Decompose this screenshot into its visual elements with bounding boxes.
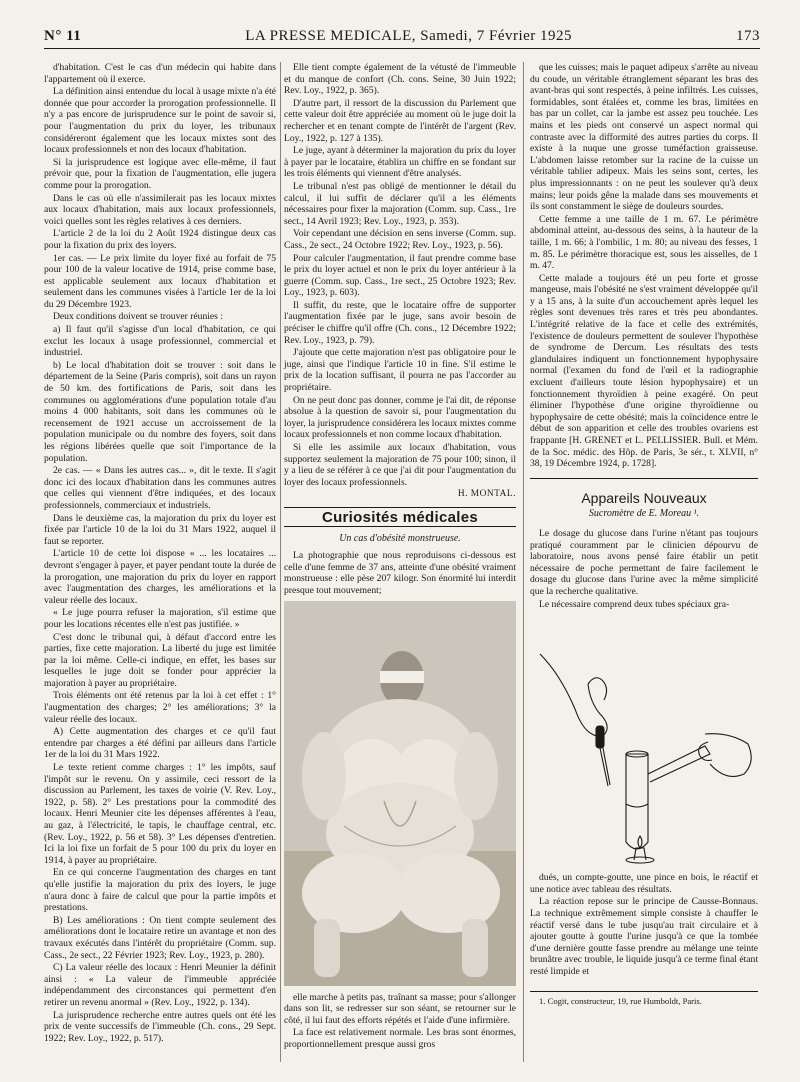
issue-number: N° 11 [44,27,82,44]
paragraph: C'est donc le tribunal qui, à défaut d'accord entre les parties, fixe cette majoration. La liberté du juge est limitée par la loi même. Celle-ci indique, en effet, les bases sur lesquelles le juge doit se fonder pour apprécier la majoration à payer au propriétaire. [44,631,276,689]
page-header [44,24,760,49]
apparatus-drawing [530,614,758,864]
paragraph: Le texte retient comme charges : 1° les impôts, sauf l'impôt sur le revenu. On y assimile, ceci ressort de la discussion au Parlement, les taxes de voirie (V. Rev. Loy., 1922, p. 58). 2° Les prestations pour la commodité des locaux. Henri Meunier cite les dépenses afférentes à l'eau, au gaz, à l'électricité, le tapis, le chauffage central, etc. (Rev. Loy., 1922, p. 56 et 58). 3° Les dépenses d'entretien. Ici la loi fixe un forfait de 5 pour 100 du prix du loyer en 1914, à payer au propriétaire. [44,762,276,866]
paragraph: Cette malade a toujours été un peu forte et grosse mangeuse, mais l'obésité ne s'est vraiment développée qu'il y a 15 ans, à la suite d'un accouchement après lequel les règles sont devenues très rares et très peu abondantes. L'intégrité relative de la face et celle des extrémités, l'existence de douleurs permettent de soulever l'hypothèse de syndrome de Dercum. Les résultats des tests glandulaires indiquent un fonctionnement hypophysaire normal (l'examen du fond de l'œil et la radiographie excluent d'ailleurs toute lésion hypophysaire) et un fonctionnement thyroïdien à peine exagéré. On peut éliminer l'hypothèse d'une origine thyroïdienne ou hypophysaire de cette obésité; mais la coïncidence entre le début de son apparition et celle des troubles ovariens est frappante [H. GRENET et L. PELLISSIER. Bull. et Mém. de la Soc. médic. des Hôp. de Paris, 3e sér., t. XLVII, n° 38, 19 Décembre 1924, p. 1728]. [530,272,758,470]
paragraph: A) Cette augmentation des charges et ce qu'il faut entendre par charges a été défini par ailleurs dans l'article 1er de la loi du 31 Mars 1922. [44,726,276,761]
paragraph: La définition ainsi entendue du local à usage mixte n'a été donnée que pour accorder la prorogation professionnelle. Il n'y a pas encore de jurisprudence sur le point de savoir si, pour l'augmentation du prix du loyer, les tribunaux considéreront également que les locaux mixtes sont des locaux professionnels et non des locaux d'habitation. [44,86,276,156]
photo-illustration [284,601,516,986]
paragraph: La face est relativement normale. Les bras sont énormes, proportionnellement presque aussi gros [284,1027,516,1050]
paragraph: b) Le local d'habitation doit se trouver : soit dans le département de la Seine (Paris compris), soit dans un rayon de 50 km. des fortifications de Paris, soit dans les communes ou agglomérations d'une population totale d'au moins 4 000 habitants, soit dans les communes où le recensement de 1921 accuse un accroissement de la population municipale ou du nombre des foyers, soit dans les régions libérées quelle que soit l'importance de la population. [44,359,276,464]
section-title-appareils: Appareils Nouveaux [530,478,758,505]
page-number: 173 [736,27,760,44]
paragraph: D'autre part, il ressort de la discussion du Parlement que cette valeur doit être appréciée au moment où le juge doit la rechercher et en tenant compte de l'intérêt de l'argent (Rev. Loy., 1922, p. 127 à 135). [284,97,516,144]
paragraph: Cette femme a une taille de 1 m. 67. Le périmètre abdominal atteint, au-dessous des seins, à la hauteur de la taille, 1 m. 66; à l'ombilic, 1 m. 80; au niveau des fesses, 1 m. 85. Le périmètre thoracique est, sous les aisselles, de 1 m. 47. [530,213,758,272]
paragraph: Elle tient compte également de la vétusté de l'immeuble et du manque de confort (Ch. cons. Seine, 30 Juin 1922; Rev. Loy., 1922, p. 365). [284,62,516,97]
paragraph: B) Les améliorations : On tient compte seulement des améliorations dont le locataire retire un avantage et non des travaux exécutés dans l'intérêt du propriétaire (Comm. sup. Cass., 2e sect., 22 Février 1923; Rev. Loy., 1923, p. 280). [44,914,276,961]
paragraph: 2e cas. — « Dans les autres cas... », dit le texte. Il s'agit donc ici des locaux d'habitation dans les communes autres que celles qui viennent d'être indiquées, et des locaux professionnels, commerciaux et industriels. [44,465,276,511]
paragraph: Pour calculer l'augmentation, il faut prendre comme base le prix du loyer actuel et non le prix du loyer antérieur à la guerre (Comm. sup. Cass., 1re sect., 25 Octobre 1923; Rev. Loy., 1923, p. 603). [284,252,516,299]
paragraph: En ce qui concerne l'augmentation des charges en tant qu'elle justifie la majoration du prix des loyers, le juge n'aura donc à faire de calcul que pour la partie impôts et prestations. [44,867,276,914]
paragraph: La photographie que nous reproduisons ci-dessous est celle d'une femme de 37 ans, atteinte d'une obésité vraiment monstrueuse : elle pèse 207 kilogr. Son énormité lui interdit presque tout mouvement; [284,550,516,596]
paragraph: d'habitation. C'est le cas d'un médecin qui habite dans l'appartement où il exerce. [44,62,276,85]
author-signature: H. MONTAL. [457,489,516,500]
paragraph: J'ajoute que cette majoration n'est pas obligatoire pour le juge, ainsi que l'indique l'article 10 in fine. S'il estime le prix de la location suffisant, il pourra ne pas l'accorder au propriétaire. [284,347,516,394]
paragraph: Si la jurisprudence est logique avec elle-même, il faut prévoir que, pour la fixation de l'augmentation, elle jugera comme pour la prorogation. [44,156,276,191]
masthead-title: LA PRESSE MEDICALE, Samedi, 7 Février 1925 [245,27,573,44]
footnote: 1. Cogit, constructeur, 19, rue Humboldt, Paris. [530,991,758,1008]
column-1 [44,62,276,1045]
paragraph: Le tribunal n'est pas obligé de mentionner le détail du calcul, il lui suffit de déclarer qu'il a les éléments nécessaires pour fixer la majoration (Comm. sup. Cass., 1re sect., 14 Avril 1923; Rev. Loy., 1923, p. 353). [284,180,516,227]
column-3 [530,62,758,1008]
paragraph: Le dosage du glucose dans l'urine n'étant pas toujours pratiqué couramment par le clinicien dépourvu de laboratoire, nous avons pensé faire établir un petit nécessaire de poche permettant de faire facilement le dosage du glucose dans l'urine avec la même simplicité que la recherche qualitative. [530,527,758,597]
paragraph: Si elle les assimile aux locaux d'habitation, vous supportez seulement la majoration de 75 pour 100; sinon, il y a lieu de se référer à ce que j'ai dit pour l'augmentation du loyer des locaux professionnels. [284,442,516,488]
paragraph: Dans le cas où elle n'assimilerait pas les locaux mixtes aux locaux d'habitation, mais aux locaux professionnels, voici quelles sont les règles relatives à ces derniers. [44,192,276,227]
paragraph: L'article 10 de cette loi dispose « ... les locataires ... devront s'engager à payer, et payer pendant toute la durée de la prorogation, une majoration du prix du loyer en rapport avec l'augmentation des charges, les améliorations et la valeur réelle des locaux. [44,548,276,606]
section-title-curiosites: Curiosités médicales [321,508,479,526]
paragraph: Deux conditions doivent se trouver réunies : [53,311,223,323]
paragraph: La jurisprudence recherche entre autres quels ont été les prix de vente successifs de l'immeuble (Ch. cons., 29 Sept. 1922; Rev. Loy., 1922, p. 517). [44,1009,276,1044]
paragraph: elle marche à petits pas, traînant sa masse; pour s'allonger dans son lit, se redresser sur son séant, se retourner sur le côté, il lui faut des efforts répétés et l'aide d'une infirmière. [284,991,516,1026]
column-divider [280,62,281,1062]
paragraph: Dans le deuxième cas, la majoration du prix du loyer est fixée par l'article 10 de la loi du 31 Mars 1922, auquel il faut se reporter. [44,512,276,547]
paragraph: La réaction repose sur le principe de Causse-Bonnaus. La technique extrêmement simple consiste à chauffer le réactif versé dans le tube jusqu'au trait circulaire et à ajouter goutte à goutte l'urine jusqu'à ce que la tombée d'une dernière goutte fasse prendre au mélange une teinte brunâtre avec trouble, le liquide jusqu'à ce terme final étant resté limpide et [530,896,758,977]
paragraph: Voir cependant une décision en sens inverse (Comm. sup. Cass., 2e sect., 24 Octobre 1922; Rev. Loy., 1923, p. 56). [284,228,516,251]
paragraph: On ne peut donc pas donner, comme je l'ai dit, de réponse absolue à la question de savoir si, pour l'augmentation du loyer, la jurisprudence considérera les locaux mixtes comme locaux professionnels et non comme locaux d'habitation. [284,394,516,441]
paragraph: 1er cas. — Le prix limite du loyer fixé au forfait de 75 pour 100 de la valeur locative de 1914, prise comme base, est applicable seulement aux locaux d'habitation et seulement dans les communes visées à l'article 1er de la loi du 29 Décembre 1923. [44,252,276,310]
paragraph: Il suffit, du reste, que le locataire offre de supporter l'augmentation fixée par le juge, sans avoir besoin de préciser le chiffre qu'il offre (Ch. cons., 12 Décembre 1922; Rev. Loy., 1923, p. 79). [284,299,516,346]
paragraph: « Le juge pourra refuser la majoration, s'il estime que pour les locations récentes elle n'est pas justifiée. » [44,607,276,630]
paragraph: Le juge, ayant à déterminer la majoration du prix du loyer à payer par le locataire, établira un chiffre en se fondant sur les trois éléments qui viennent d'être analysés. [284,145,516,180]
column-2 [284,62,516,1052]
article-subtitle: Un cas d'obésité monstrueuse. [339,532,461,544]
paragraph: Trois éléments ont été retenus par la loi à cet effet : 1° l'augmentation des charges; 2° les améliorations; 3° la valeur réelle des locaux. [44,690,276,725]
paragraph: dués, un compte-goutte, une pince en bois, le réactif et une notice avec tableau des résultats. [530,872,758,895]
sucrometre-illustration [530,614,758,864]
paragraph: a) Il faut qu'il s'agisse d'un local d'habitation, ce qui exclut les locaux à usage professionnel, commercial et industriel. [44,324,276,359]
paragraph: que les cuisses; mais le paquet adipeux s'arrête au niveau du coude, un véritable étranglement séparant les bras des avant-bras qui sont respectés, à peine infiltrés. Les cuisses, formidables, sont étalées et, comme les bras, limitées en bas par un collet, car la jambe est assez peu touchée. Les mains et les pieds ont conservé un aspect normal qui contraste avec la difformité des autres parties du corps. Il existe à la nuque une grosse tuméfaction graisseuse. L'abdomen laisse retomber sur la racine de la cuisse un véritable tablier adipeux. Mais les seins sont, certes, les plus impressionnants : on ne peut les soulever qu'à deux mains; leur poids gêne la malade dans ses mouvements et ils sont constamment le siège de douleurs sourdes. [530,62,758,213]
patient-photograph [284,601,516,986]
paragraph: Le nécessaire comprend deux tubes spéciaux gra- [539,598,730,610]
paragraph: L'article 2 de la loi du 2 Août 1924 distingue deux cas pour la fixation du prix des loyers. [44,228,276,251]
paragraph: C) La valeur réelle des locaux : Henri Meunier la définit ainsi : « La valeur de l'immeuble appréciée indépendamment des circonstances qui permettent d'en retirer un revenu anormal » (Rev. Loy., 1922, p. 134). [44,962,276,1008]
article-subtitle: Sucromètre de E. Moreau ¹. [588,508,700,520]
column-divider [523,62,524,1062]
section-rule [284,507,516,508]
